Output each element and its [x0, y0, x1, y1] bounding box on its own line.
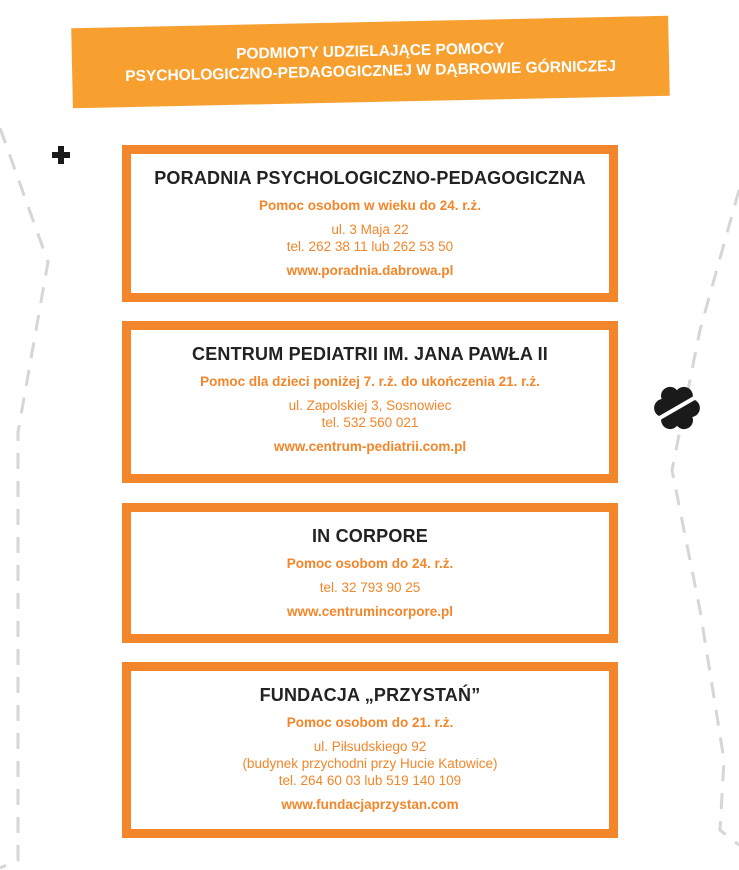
- dashed-path-right: [672, 190, 739, 845]
- card-centrum-pediatrii: [122, 321, 618, 483]
- card-fundacja-przystan: [122, 662, 618, 838]
- card-website-link[interactable]: www.fundacjaprzystan.com: [281, 797, 459, 812]
- card-subtitle: Pomoc osobom do 21. r.ż.: [286, 715, 454, 730]
- card-poradnia: [122, 145, 618, 302]
- card-title: IN CORPORE: [311, 526, 428, 546]
- card-title: FUNDACJA „PRZYSTAŃ”: [259, 685, 481, 705]
- card-subtitle: Pomoc osobom do 24. r.ż.: [286, 556, 454, 571]
- card-address: [131, 221, 609, 255]
- card-address: [131, 397, 609, 431]
- building-note: (budynek przychodni przy Hucie Katowice): [242, 756, 498, 771]
- phone-line: tel. 32 793 90 25: [319, 580, 421, 595]
- card-website-link[interactable]: www.centrumincorpore.pl: [286, 604, 454, 619]
- address-line: ul. Zapolskiej 3, Sosnowiec: [288, 398, 452, 413]
- address-line: ul. Piłsudskiego 92: [313, 739, 427, 754]
- plus-icon: [52, 146, 70, 164]
- banner-line-2: PSYCHOLOGICZNO-PEDAGOGICZNEJ W DĄBROWIE GÓRNICZEJ: [125, 57, 617, 86]
- card-subtitle: Pomoc osobom w wieku do 24. r.ż.: [258, 198, 482, 213]
- card-title: PORADNIA PSYCHOLOGICZNO-PEDAGOGICZNA: [154, 168, 586, 188]
- phone-line: tel. 264 60 03 lub 519 140 109: [278, 773, 462, 788]
- address-line: ul. 3 Maja 22: [331, 222, 409, 237]
- dashed-path-left: [0, 128, 48, 868]
- phone-line: tel. 532 560 021: [321, 415, 419, 430]
- card-address: [131, 738, 609, 789]
- flower-icon: [647, 378, 706, 439]
- card-title: CENTRUM PEDIATRII IM. JANA PAWŁA II: [192, 344, 548, 364]
- card-address: [131, 579, 609, 596]
- card-website-link[interactable]: www.poradnia.dabrowa.pl: [286, 263, 454, 278]
- card-website-link[interactable]: www.centrum-pediatrii.com.pl: [273, 439, 467, 454]
- card-subtitle: Pomoc dla dzieci poniżej 7. r.ż. do ukończenia 21. r.ż.: [200, 374, 540, 389]
- banner-line-1: PODMIOTY UDZIELAJĄCE POMOCY: [235, 40, 505, 63]
- header-banner: [71, 16, 670, 108]
- card-in-corpore: [122, 503, 618, 643]
- phone-line: tel. 262 38 11 lub 262 53 50: [286, 239, 454, 254]
